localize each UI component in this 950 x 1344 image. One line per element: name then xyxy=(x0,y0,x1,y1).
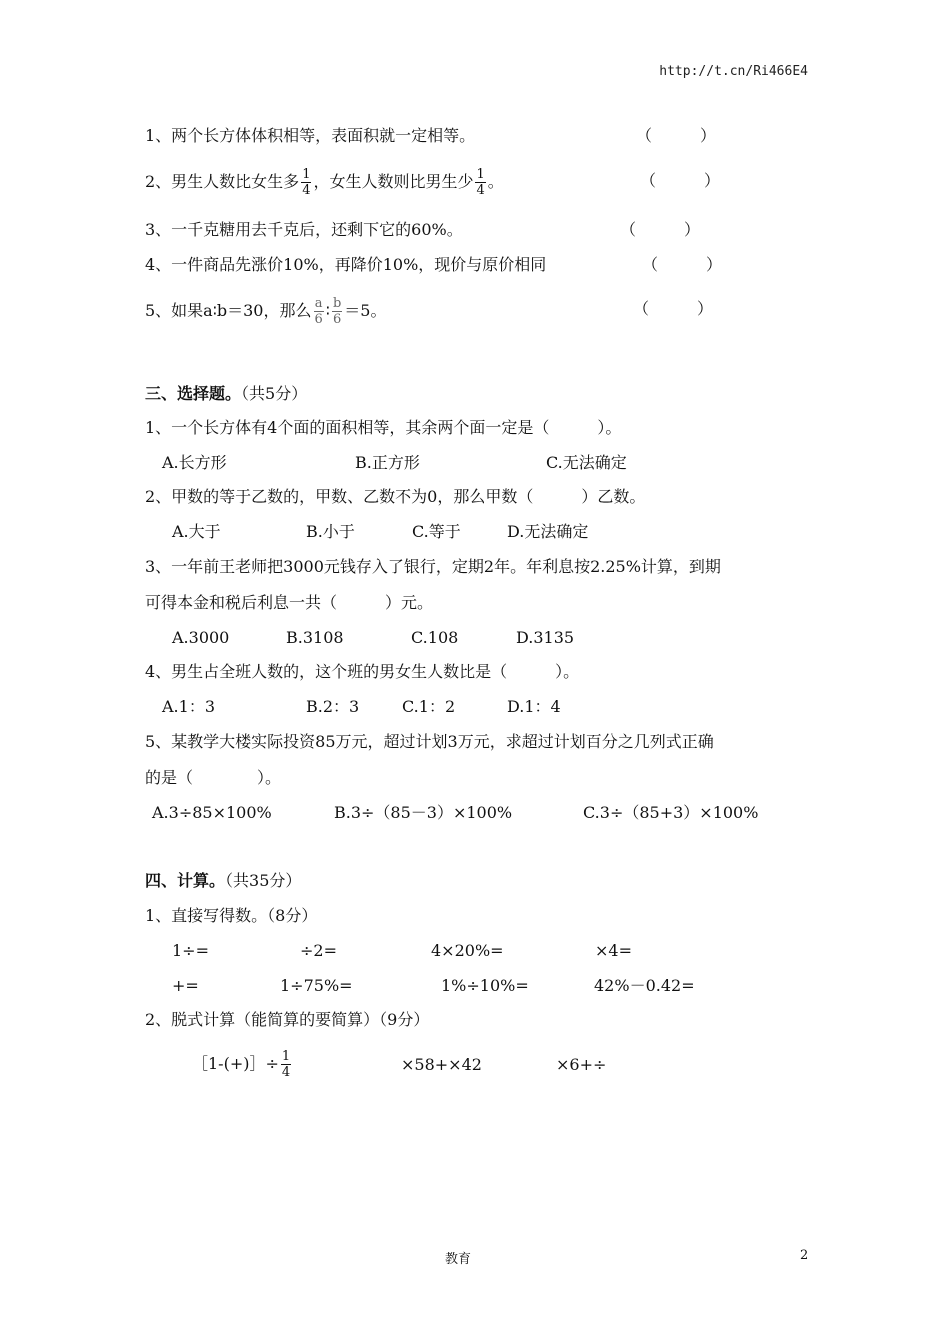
section-4-title: 四、计算。 xyxy=(145,871,226,890)
tf-item-5-text-a: 5、如果a∶b＝30，那么 xyxy=(145,301,312,320)
footer-center-text: 教育 xyxy=(445,1252,472,1267)
fraction-one-quarter: $\frac{1}{4}$ xyxy=(302,167,311,198)
calc-q1-item-1: 1÷= xyxy=(172,941,209,960)
calc-q1-item-4: ×4= xyxy=(595,941,632,960)
fraction-b-over-6: $\frac{b}{6}$ xyxy=(332,296,342,327)
choice-q4-option-a: A.1：3 xyxy=(162,697,216,716)
section-4-points: （共35分） xyxy=(225,871,302,890)
choice-q3-line-1: 3、一年前王老师把3000元钱存入了银行，定期2年。年利息按2.25%计算，到期 xyxy=(145,557,721,576)
calc-q1-item-3: 4×20%= xyxy=(431,941,504,960)
choice-q3-option-c: C.108 xyxy=(411,628,459,647)
tf-item-2-text-a: 2、男生人数比女生多 xyxy=(145,172,300,191)
tf-item-2-text-c: 。 xyxy=(487,172,504,191)
calc-q1-item-7: 1%÷10%= xyxy=(441,976,529,995)
choice-q3-line-2: 可得本金和税后利息一共（ ）元。 xyxy=(145,593,434,612)
calc-q1-item-2: ÷2= xyxy=(300,941,337,960)
tf-item-5-text-c: ＝5。 xyxy=(344,301,387,320)
choice-q5-option-c: C.3÷（85+3）×100% xyxy=(583,803,759,822)
tf-item-2-answer-blank: （ ） xyxy=(640,171,721,190)
fraction-one-quarter: $\frac{1}{4}$ xyxy=(476,167,485,198)
choice-q5-line-1: 5、某教学大楼实际投资85万元，超过计划3万元，求超过计划百分之几列式正确 xyxy=(145,732,714,751)
choice-q5-option-a: A.3÷85×100% xyxy=(152,803,272,822)
choice-q1-option-c: C.无法确定 xyxy=(546,453,627,472)
section-3-heading xyxy=(145,383,307,405)
section-3-title: 三、选择题。 xyxy=(145,384,242,403)
tf-item-5-text-b: ∶ xyxy=(325,301,330,320)
header-url: http://t.cn/Ri466E4 xyxy=(659,64,808,79)
choice-q5-option-b: B.3÷（85－3）×100% xyxy=(334,803,513,822)
choice-q1: 1、一个长方体有4个面的面积相等，其余两个面一定是（ ）。 xyxy=(145,418,622,437)
calc-q2-expr-2: ×58+×42 xyxy=(401,1055,482,1074)
section-3-points: （共5分） xyxy=(241,384,308,403)
fraction-a-over-6: $\frac{a}{6}$ xyxy=(314,296,323,327)
calc-q2-expr-3: ×6+÷ xyxy=(556,1055,607,1074)
choice-q2-option-c: C.等于 xyxy=(412,522,461,541)
calc-q2-expr-1-text: ［1-(+)］÷ xyxy=(192,1054,279,1073)
choice-q5-line-2: 的是（ ）。 xyxy=(145,768,282,787)
choice-q2-option-d: D.无法确定 xyxy=(507,522,589,541)
calc-q2-expr-1 xyxy=(192,1049,293,1080)
section-4-heading xyxy=(145,870,301,892)
choice-q2-option-a: A.大于 xyxy=(172,522,221,541)
choice-q4: 4、男生占全班人数的，这个班的男女生人数比是（ ）。 xyxy=(145,662,580,681)
calc-q1: 1、直接写得数。（8分） xyxy=(145,906,318,925)
tf-item-1-answer-blank: （ ） xyxy=(636,126,717,145)
tf-item-2-text-b: ，女生人数则比男生少 xyxy=(313,172,474,191)
choice-q4-option-b: B.2：3 xyxy=(306,697,360,716)
calc-q2: 2、脱式计算（能简算的要简算）（9分） xyxy=(145,1010,430,1029)
tf-item-2 xyxy=(145,167,504,198)
tf-item-4: 4、一件商品先涨价10%，再降价10%，现价与原价相同 xyxy=(145,255,547,274)
choice-q4-option-c: C.1：2 xyxy=(402,697,456,716)
choice-q2: 2、甲数的等于乙数的，甲数、乙数不为0，那么甲数（ ）乙数。 xyxy=(145,487,646,506)
choice-q4-option-d: D.1：4 xyxy=(507,697,561,716)
calc-q1-item-5: += xyxy=(172,976,199,995)
tf-item-5-answer-blank: （ ） xyxy=(633,299,714,318)
choice-q3-option-a: A.3000 xyxy=(172,628,230,647)
choice-q2-option-b: B.小于 xyxy=(306,522,355,541)
tf-item-1: 1、两个长方体体积相等，表面积就一定相等。 xyxy=(145,126,476,145)
page-number: 2 xyxy=(800,1248,809,1263)
tf-item-3-answer-blank: （ ） xyxy=(620,220,701,239)
tf-item-4-answer-blank: （ ） xyxy=(642,255,723,274)
choice-q3-option-d: D.3135 xyxy=(516,628,575,647)
choice-q3-option-b: B.3108 xyxy=(286,628,344,647)
tf-item-3: 3、一千克糖用去千克后，还剩下它的60%。 xyxy=(145,220,463,239)
fraction-one-quarter: $\frac{1}{4}$ xyxy=(281,1049,291,1080)
choice-q1-option-a: A.长方形 xyxy=(162,453,227,472)
calc-q1-item-6: 1÷75%= xyxy=(280,976,353,995)
calc-q1-item-8: 42%－0.42= xyxy=(594,976,695,995)
choice-q1-option-b: B.正方形 xyxy=(355,453,420,472)
tf-item-5 xyxy=(145,296,386,327)
